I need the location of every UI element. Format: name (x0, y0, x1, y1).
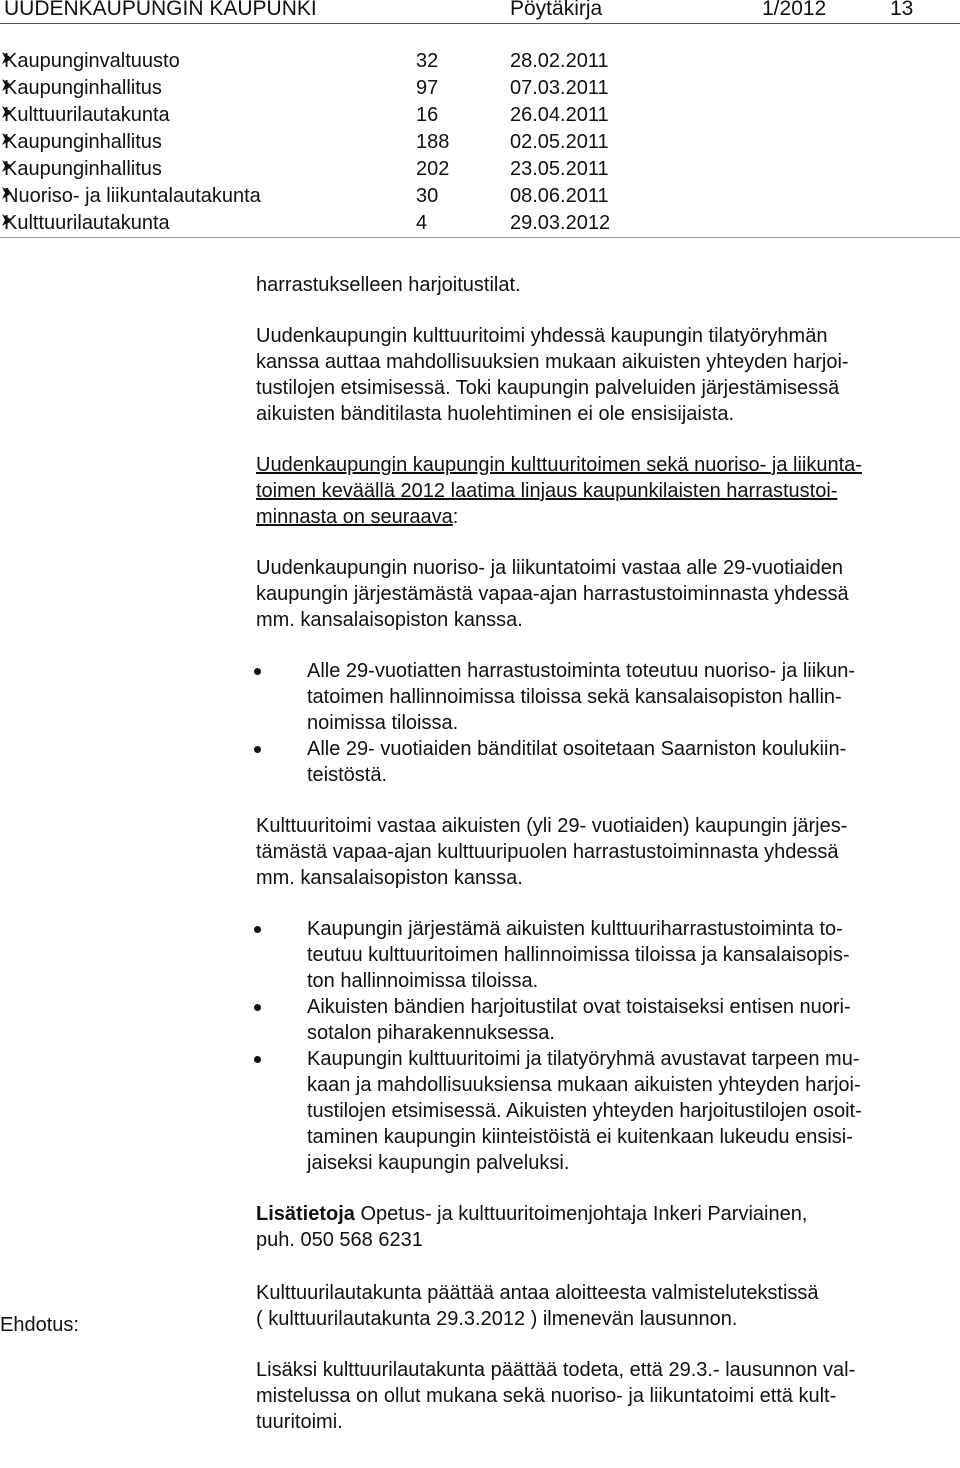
text-line: tuuritoimi. (256, 1411, 343, 1433)
doc-number: 1/2012 (762, 0, 827, 20)
paragraph (256, 813, 956, 891)
history-body: Nuoriso- ja liikuntalautakunta (4, 185, 261, 207)
info-label: Lisätietoja (256, 1203, 355, 1225)
bullet-icon (254, 1056, 261, 1063)
history-body: Kaupunginhallitus (4, 131, 162, 153)
history-date: 29.03.2012 (510, 212, 611, 234)
text-line: : (452, 506, 459, 528)
text-line: Uudenkaupungin kulttuuritoimi yhdessä kaupungin tilatyöryhmän (256, 325, 828, 347)
history-num: 16 (416, 104, 439, 126)
list-item: Kaupungin järjestämä aikuisten kulttuuriharrastustoiminta to- teutuu kulttuuritoimen hallinnoimissa tiloissa ja kansalaisopis- ton hallinnoimissa tiloissa. (254, 916, 956, 994)
paragraph (256, 555, 956, 633)
bullet-icon (254, 668, 261, 675)
history-row (0, 129, 960, 156)
text-line: ( kulttuurilautakunta 29.3.2012 ) ilmenevän lausunnon. (256, 1308, 738, 1330)
history-row (0, 156, 960, 183)
underlined-paragraph (256, 452, 956, 530)
paragraph (256, 272, 956, 298)
paragraph (256, 1357, 956, 1435)
history-date: 07.03.2011 (510, 77, 609, 99)
text-line: Uudenkaupungin nuoriso- ja liikuntatoimi vastaa alle 29-vuotiaiden (256, 557, 844, 579)
text-line: mistelussa on ollut mukana sekä nuoriso- ja liikuntatoimi että kult- (256, 1385, 837, 1407)
bullet-list (254, 658, 956, 788)
history-row (0, 183, 960, 210)
history-num: 202 (416, 158, 450, 180)
list-item: Aikuisten bändien harjoitustilat ovat toistaiseksi entisen nuori- sotalon piharakennuksessa. (254, 994, 956, 1046)
text-line: aikuisten bänditilasta huolehtiminen ei ole ensisijaista. (256, 403, 735, 425)
history-row (0, 48, 960, 75)
text-line: Uudenkaupungin kaupungin kulttuuritoimen sekä nuoriso- ja liikunta- (256, 454, 862, 476)
text-line: tämästä vapaa-ajan kulttuuripuolen harrastustoiminnasta yhdessä (256, 841, 839, 863)
text-line: Lisäksi kulttuurilautakunta päättää todeta, että 29.3.- lausunnon val- (256, 1359, 856, 1381)
history-date: 23.05.2011 (510, 158, 609, 180)
processing-history (0, 48, 960, 237)
history-row (0, 75, 960, 102)
text-line: kanssa auttaa mahdollisuuksien mukaan aikuisten yhteyden harjoi- (256, 351, 849, 373)
page-number: 13 (890, 0, 914, 20)
history-date: 02.05.2011 (510, 131, 609, 153)
text-line: mm. kansalaisopiston kanssa. (256, 609, 523, 631)
history-body: Kulttuurilautakunta (4, 104, 170, 126)
bullet-icon (254, 926, 261, 933)
header-divider (0, 23, 960, 24)
document-body (256, 272, 956, 1435)
bullet-icon (254, 746, 261, 753)
history-divider (0, 237, 960, 238)
history-num: 188 (416, 131, 450, 153)
history-date: 08.06.2011 (510, 185, 609, 207)
phone-number: puh. 050 568 6231 (256, 1229, 423, 1251)
history-row (0, 210, 960, 237)
history-body: Kaupunginvaltuusto (4, 50, 180, 72)
history-num: 97 (416, 77, 439, 99)
text-line: kaupungin järjestämästä vapaa-ajan harrastustoiminnasta yhdessä (256, 583, 849, 605)
text-line: toimen keväällä 2012 laatima linjaus kaupunkilaisten harrastustoi- (256, 480, 838, 502)
history-body: Kulttuurilautakunta (4, 212, 170, 234)
proposal-label: Ehdotus: (0, 1314, 79, 1336)
org-name: UUDENKAUPUNGIN KAUPUNKI (4, 0, 317, 20)
list-item: Alle 29-vuotiatten harrastustoiminta toteutuu nuoriso- ja liikun- tatoimen hallinnoimissa tiloissa sekä kansalaisopiston hallin- noimissa tiloissa. (254, 658, 956, 736)
history-date: 28.02.2011 (510, 50, 609, 72)
history-row (0, 102, 960, 129)
history-num: 32 (416, 50, 439, 72)
bullet-list (254, 916, 956, 1176)
contact-info (256, 1201, 956, 1253)
text-line: tustilojen etsimisessä. Toki kaupungin palveluiden järjestämisessä (256, 377, 840, 399)
history-body: Kaupunginhallitus (4, 77, 162, 99)
history-body: Kaupunginhallitus (4, 158, 162, 180)
text-line: Opetus- ja kulttuuritoimenjohtaja Inkeri Parviainen, (354, 1203, 808, 1225)
text-line: minnasta on seuraava (256, 506, 453, 528)
list-item: Kaupungin kulttuuritoimi ja tilatyöryhmä avustavat tarpeen mu- kaan ja mahdollisuuksiensa mukaan aikuisten yhteyden harjoi- tustilojen etsimisessä. Aikuisten yhteyden harjoitustilojen osoit- taminen kaupungin kiinteistöistä ei kuitenkaan lukeudu ensisi- jaiseksi kaupungin palveluksi. (254, 1046, 956, 1176)
history-num: 30 (416, 185, 439, 207)
history-num: 4 (416, 212, 428, 234)
bullet-icon (254, 1004, 261, 1011)
page-header (0, 0, 960, 23)
proposal-text (256, 1280, 956, 1332)
text-line: Kulttuuritoimi vastaa aikuisten (yli 29- vuotiaiden) kaupungin järjes- (256, 815, 848, 837)
text-line: Kulttuurilautakunta päättää antaa aloitteesta valmistelutekstissä (256, 1282, 819, 1304)
text-line: harrastukselleen harjoitustilat. (256, 274, 521, 296)
doc-type: Pöytäkirja (510, 0, 603, 20)
list-item: Alle 29- vuotiaiden bänditilat osoitetaan Saarniston koulukiin- teistöstä. (254, 736, 956, 788)
history-date: 26.04.2011 (510, 104, 609, 126)
text-line: mm. kansalaisopiston kanssa. (256, 867, 523, 889)
paragraph (256, 323, 956, 427)
